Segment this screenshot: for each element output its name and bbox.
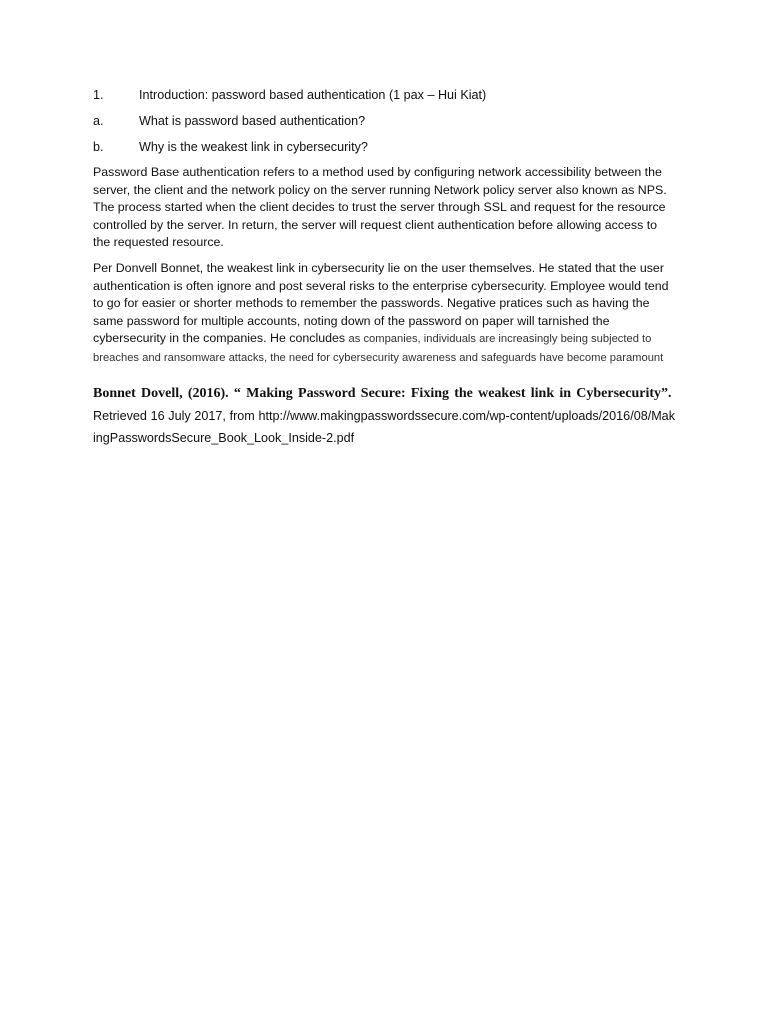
list-marker: a. — [93, 114, 104, 128]
citation-author-title: Bonnet Dovell, (2016). “ Making Password Secure: Fixing the weakest link in Cybersecurity”. — [93, 385, 672, 401]
paragraph-main-text: Per Donvell Bonnet, the weakest link in cybersecurity lie on the user themselves. He stated that the user authentication is often ignore and post several risks to the enterprise cybersecurity. Employee would tend to go for easier or shorter methods to remember the passwords. Negative pratices such as having the same password for multiple accounts, noting down of the password on paper will tarnished the cybersecurity in the companies. He concludes — [93, 260, 669, 346]
list-item-a — [93, 112, 675, 130]
list-item-b — [93, 138, 675, 156]
list-item-1 — [93, 86, 675, 104]
citation — [93, 382, 675, 449]
list-text: Introduction: password based authentication (1 pax – Hui Kiat) — [139, 88, 487, 102]
paragraph-password-auth: Password Base authentication refers to a method used by configuring network accessibility between the server, the client and the network policy on the server running Network policy server also known as NPS. The process started when the client decides to trust the server through SSL and request for the resource controlled by the server. In return, the server will request client authentication before allowing access to the requested resource. — [93, 165, 667, 250]
citation-url: http://www.makingpasswordssecure.com/wp-content/uploads/2016/08/MakingPasswordsSecure_Book_Look_Inside-2.pdf — [93, 408, 675, 445]
paragraph-weakest-link — [93, 260, 675, 368]
paragraph-tail-text: as companies, individuals are increasingly being subjected to breaches and ransomware attacks, the need for cybersecurity awareness and safeguards have become paramount — [93, 333, 664, 364]
list-text: What is password based authentication? — [139, 114, 366, 128]
list-marker: 1. — [93, 88, 104, 102]
list-text: Why is the weakest link in cybersecurity? — [139, 140, 368, 154]
document-page — [93, 86, 675, 461]
citation-retrieved: Retrieved 16 July 2017, from — [93, 408, 255, 423]
list-marker: b. — [93, 140, 104, 154]
